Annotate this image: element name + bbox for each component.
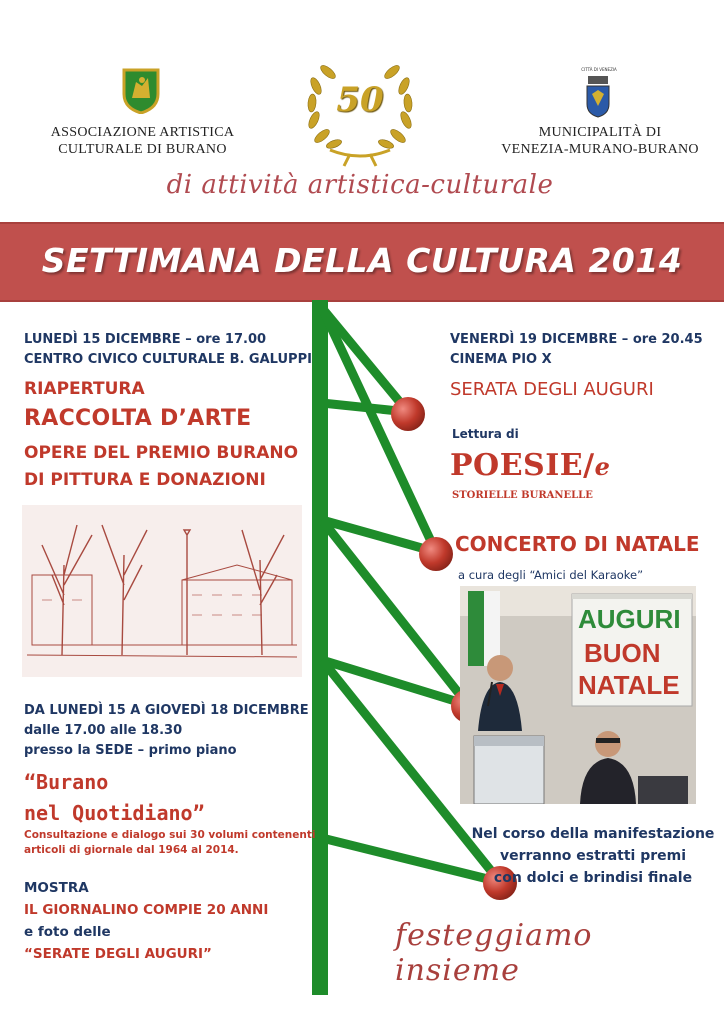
poesie-main: POESIE/ [450, 448, 595, 483]
venice-seal-text: CITTÀ DI VENEZIA [581, 67, 617, 72]
event2-date: DA LUNEDÌ 15 A GIOVEDÌ 18 DICEMBRE [24, 703, 309, 718]
event1-heading-opere [24, 440, 314, 494]
photo-sign-line2: BUON [584, 638, 661, 668]
event1-heading-opere-line1: OPERE DEL PREMIO BURANO [24, 443, 299, 463]
concerto-organizer: a cura degli “Amici del Karaoke” [458, 568, 644, 582]
mostra-block [24, 877, 324, 965]
event2-title-line1: “Burano [24, 770, 109, 794]
manifestazione-note-line2: verranno estratti premi [499, 848, 687, 864]
anniversary-number: 50 [336, 80, 384, 120]
event2-title-line2: nel Quotidiano” [24, 801, 205, 825]
event1-date: LUNEDÌ 15 DICEMBRE – ore 17.00 [24, 332, 267, 347]
event1-schedule [24, 330, 314, 370]
lettura-label: Lettura di [452, 427, 519, 441]
mostra-line4: “SERATE DEGLI AUGURI” [24, 946, 212, 962]
municipality-name-line1: MUNICIPALITÀ DI [538, 125, 662, 140]
poesie-heading [450, 448, 610, 483]
concerto-heading: CONCERTO DI NATALE [455, 532, 700, 556]
banner-title: SETTIMANA DELLA CULTURA 2014 [41, 241, 683, 280]
association-name-line1: ASSOCIAZIONE ARTISTICA [50, 125, 235, 140]
event3-date: VENERDÌ 19 DICEMBRE – ore 20.45 [450, 332, 703, 347]
event2-time: dalle 17.00 alle 18.30 [24, 723, 183, 738]
event2-schedule [24, 701, 324, 761]
event2-title [24, 767, 324, 829]
event1-heading-opere-line2: DI PITTURA E DONAZIONI [24, 470, 266, 490]
festeggiamo-insieme: festeggiamo insieme [395, 918, 593, 988]
poesie-e: e [594, 452, 611, 481]
tagline: di attività artistica-culturale [166, 170, 554, 200]
mostra-line2: IL GIORNALINO COMPIE 20 ANNI [24, 902, 269, 918]
municipality-name-line2: VENEZIA-MURANO-BURANO [501, 142, 699, 157]
event3-place: CINEMA PIO X [450, 352, 552, 367]
association-name [40, 124, 245, 158]
storielle-subheading: STORIELLE BURANELLE [452, 490, 593, 501]
event2-note-line2: articoli di giornale dal 1964 al 2014. [24, 844, 239, 856]
association-name-line2: CULTURALE DI BURANO [58, 142, 227, 157]
event2-note [24, 828, 324, 858]
manifestazione-note [468, 823, 718, 889]
municipality-name [495, 124, 705, 158]
photo-sign-line3: NATALE [578, 670, 680, 700]
manifestazione-note-line1: Nel corso della manifestazione [471, 826, 715, 842]
venice-seal [583, 70, 613, 118]
tree-branch [322, 308, 436, 552]
mostra-line3: e foto delle [24, 924, 111, 940]
association-logo [122, 68, 160, 114]
photo-sign-line1: AUGURI [578, 604, 681, 634]
ornament-ball [391, 397, 425, 431]
event1-place: CENTRO CIVICO CULTURALE B. GALUPPI [24, 352, 312, 367]
serata-degli-auguri: SERATA DEGLI AUGURI [450, 379, 654, 400]
event2-place: presso la SEDE – primo piano [24, 743, 237, 758]
event2-note-line1: Consultazione e dialogo sui 30 volumi contenenti [24, 829, 316, 841]
concert-photo [460, 586, 696, 804]
manifestazione-note-line3: con dolci e brindisi finale [493, 870, 693, 886]
ornament-ball [419, 537, 453, 571]
burano-sketch-image [22, 505, 302, 677]
mostra-line1: MOSTRA [24, 880, 89, 896]
event1-heading-raccolta: RACCOLTA D’ARTE [24, 406, 252, 431]
event3-schedule [450, 330, 720, 370]
event1-heading-riapertura: RIAPERTURA [24, 379, 145, 399]
